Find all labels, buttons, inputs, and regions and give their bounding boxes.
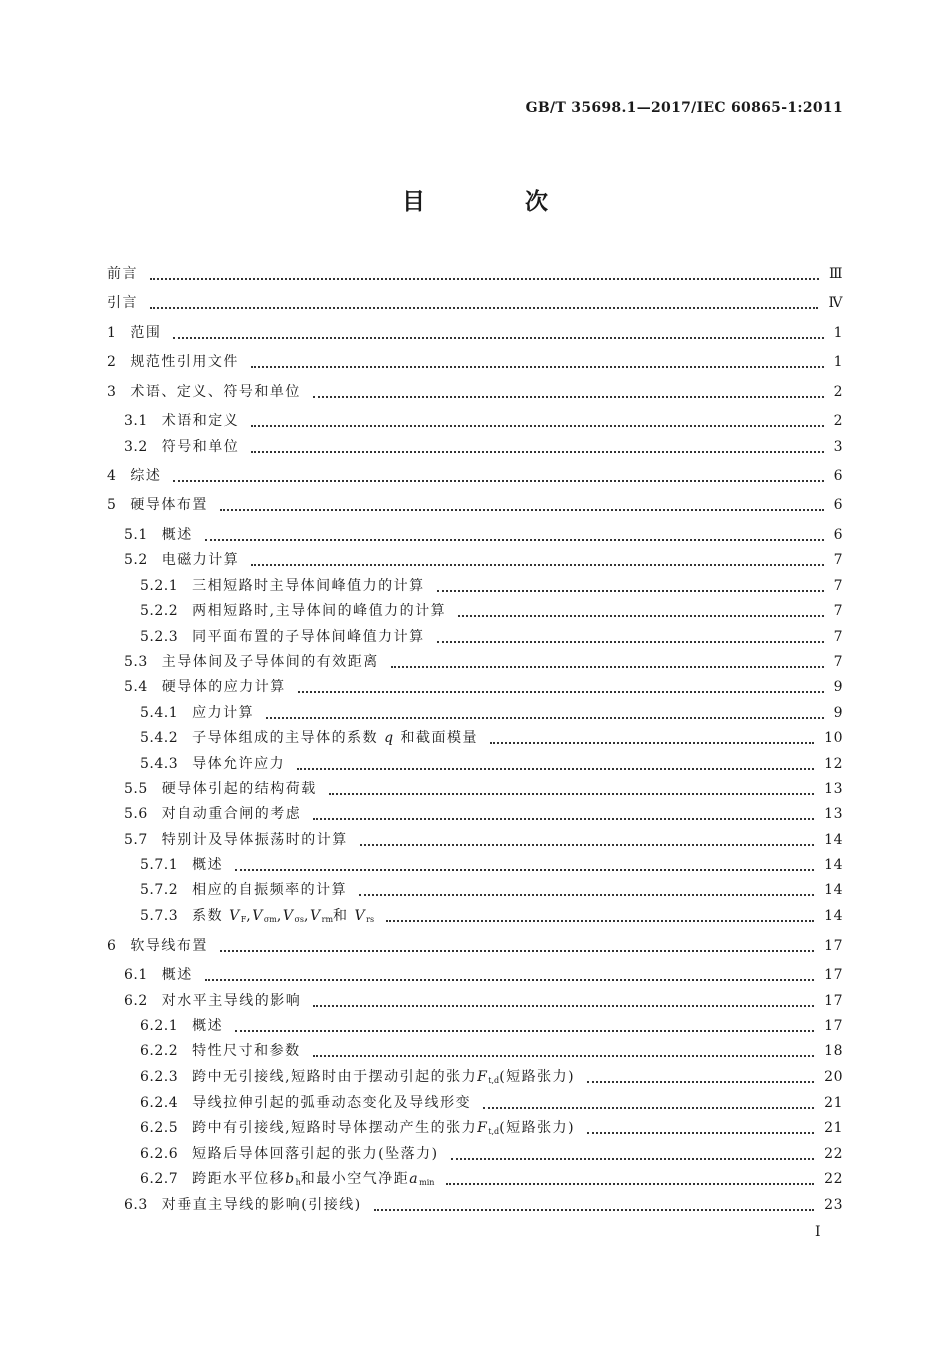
toc-entry-number: 5.3: [124, 654, 148, 670]
toc-entry-label: 电磁力计算: [161, 552, 240, 568]
toc-entry-page: 21: [824, 1095, 843, 1111]
toc-entry-label: 三相短路时主导体间峰值力的计算: [192, 578, 425, 594]
toc-entry-label: 特性尺寸和参数: [192, 1043, 301, 1059]
toc-entry-label: 概述: [161, 967, 193, 983]
toc-entry-number: 5.4.1: [140, 705, 179, 721]
toc-entry-number: 6.3: [124, 1197, 148, 1213]
toc-entry-page: 12: [824, 756, 843, 772]
toc-entry: [0, 524, 950, 546]
toc-entry-label: 概述: [192, 1018, 224, 1034]
toc-entry: [0, 1015, 950, 1037]
toc-entry-number: 5.2: [124, 552, 148, 568]
toc-entry-text: [140, 1092, 471, 1114]
toc-entry-text: [140, 575, 425, 597]
toc-entry-label: 硬导体的应力计算: [161, 679, 286, 695]
toc-leader-dots: [150, 307, 818, 309]
toc-entry-text: [124, 990, 301, 1012]
toc-entry: [0, 322, 950, 344]
toc-entry: [0, 1117, 950, 1139]
toc-leader-dots: [251, 564, 824, 566]
toc-entry-number: 5.7.3: [140, 908, 179, 924]
toc-entry: [0, 753, 950, 775]
toc-leader-dots: [220, 950, 814, 952]
toc-entry-page: 13: [824, 781, 843, 797]
toc-leader-dots: [220, 509, 824, 511]
toc-entry-page: Ⅳ: [828, 295, 843, 311]
toc-entry-page: 6: [833, 468, 843, 484]
toc-leader-dots: [437, 641, 824, 643]
toc-entry-label: 硬导体引起的结构荷载: [161, 781, 317, 797]
toc-entry-label: 符号和单位: [161, 439, 240, 455]
toc-entry-label: 术语和定义: [161, 413, 240, 429]
toc-entry-label: 跨中无引接线,短路时由于摆动引起的张力$F_{t,d}$(短路张力): [192, 1069, 576, 1085]
toc-entry-text: [124, 549, 239, 571]
toc-entry-label: 导体允许应力: [192, 756, 286, 772]
toc-entry-label: 对水平主导线的影响: [161, 993, 302, 1009]
toc-leader-dots: [251, 425, 824, 427]
toc-leader-dots: [150, 278, 819, 280]
toc-entry: [0, 494, 950, 516]
toc-entry: [0, 1040, 950, 1062]
toc-leader-dots: [251, 451, 824, 453]
toc-leader-dots: [451, 1158, 814, 1160]
toc-entry-page: 1: [833, 354, 843, 370]
toc-entry-page: 14: [824, 908, 843, 924]
toc-entry-page: 13: [824, 806, 843, 822]
toc-entry-page: 9: [833, 705, 843, 721]
toc-entry-text: [124, 651, 379, 673]
toc-leader-dots: [458, 615, 824, 617]
toc-entry-text: [140, 905, 374, 927]
toc-entry: [0, 964, 950, 986]
toc-entry: [0, 1168, 950, 1190]
toc-leader-dots: [359, 894, 814, 896]
toc-leader-dots: [360, 844, 814, 846]
toc-entry: [0, 935, 950, 957]
toc-entry-label: 软导线布置: [130, 938, 208, 954]
toc-leader-dots: [490, 742, 814, 744]
toc-entry-page: 10: [824, 730, 843, 746]
toc-entry-label: 跨距水平位移$b_h$和最小空气净距$a_{min}$: [192, 1171, 435, 1187]
toc-leader-dots: [483, 1107, 814, 1109]
toc-entry-label: 跨中有引接线,短路时导体摆动产生的张力$F_{t,d}$(短路张力): [192, 1120, 576, 1136]
toc-entry-text: [124, 410, 239, 432]
toc-entry-text: [107, 322, 161, 344]
toc-entry-label: 前言: [107, 266, 138, 282]
toc-leader-dots: [587, 1081, 814, 1083]
toc-entry-page: Ⅲ: [828, 266, 843, 282]
toc-entry: [0, 803, 950, 825]
toc-entry-text: [140, 1066, 575, 1088]
toc-leader-dots: [313, 396, 824, 398]
toc-entry-text: [140, 1168, 434, 1190]
toc-entry-text: [124, 803, 301, 825]
toc-entry: [0, 778, 950, 800]
toc-entry: [0, 1066, 950, 1088]
toc-entry: [0, 727, 950, 749]
toc-entry: [0, 600, 950, 622]
toc-entry-text: [140, 854, 223, 876]
toc-leader-dots: [313, 1055, 814, 1057]
toc-leader-dots: [391, 666, 824, 668]
toc-entry-page: 7: [833, 654, 843, 670]
toc-entry-text: [140, 1015, 223, 1037]
toc-entry-label: 规范性引用文件: [130, 354, 239, 370]
toc-leader-dots: [329, 793, 814, 795]
toc-entry: [0, 351, 950, 373]
toc-entry-text: [140, 702, 254, 724]
toc-entry: [0, 436, 950, 458]
toc-entry-number: 5.4: [124, 679, 148, 695]
toc-entry-number: 6.2: [124, 993, 148, 1009]
toc-entry: [0, 381, 950, 403]
toc-entry-number: 5.1: [124, 527, 148, 543]
toc-entry: [0, 854, 950, 876]
toc-leader-dots: [587, 1132, 814, 1134]
toc-leader-dots: [297, 768, 814, 770]
toc-leader-dots: [313, 818, 814, 820]
toc-leader-dots: [386, 920, 814, 922]
toc-entry-label: 主导体间及子导体间的有效距离: [161, 654, 379, 670]
toc-entry-page: 1: [833, 325, 843, 341]
toc-entry-page: 17: [824, 993, 843, 1009]
toc-leader-dots: [235, 869, 814, 871]
toc-entry-text: [140, 1040, 301, 1062]
toc-entry-label: 系数 $V_F,V_{\sigma m},V_{\sigma s},V_{rm}$和 $V_{rs}$: [192, 908, 375, 924]
toc-entry-label: 应力计算: [192, 705, 255, 721]
toc-entry-label: 特别计及导体振荡时的计算: [161, 832, 348, 848]
toc-entry-number: 3: [107, 384, 117, 400]
toc-entry-label: 综述: [130, 468, 162, 484]
toc-entry: [0, 465, 950, 487]
toc-entry-page: 22: [824, 1146, 843, 1162]
toc-entry-page: 20: [824, 1069, 843, 1085]
toc-entry-text: [124, 829, 348, 851]
toc-leader-dots: [266, 717, 824, 719]
toc-entry-page: 2: [833, 413, 843, 429]
toc-entry-number: 5.4.3: [140, 756, 179, 772]
toc-entry-page: 7: [833, 629, 843, 645]
toc-entry-label: 对自动重合闸的考虑: [161, 806, 302, 822]
toc-entry-label: 相应的自振频率的计算: [192, 882, 348, 898]
toc-entry-label: 两相短路时,主导体间的峰值力的计算: [192, 603, 447, 619]
toc-entry-number: 1: [107, 325, 117, 341]
toc-entry-number: 6: [107, 938, 117, 954]
toc-entry-text: [140, 753, 285, 775]
toc-entry-page: 6: [833, 497, 843, 513]
toc-entry-number: 6.2.4: [140, 1095, 179, 1111]
toc-leader-dots: [313, 1005, 814, 1007]
toc-entry-number: 6.1: [124, 967, 148, 983]
toc-entry: [0, 549, 950, 571]
toc-entry-number: 5.7.2: [140, 882, 179, 898]
toc-entry-text: [140, 626, 425, 648]
toc-entry-number: 5.2.1: [140, 578, 179, 594]
toc-entry-text: [107, 494, 208, 516]
toc-entry-text: [140, 1143, 439, 1165]
toc-entry-text: [124, 778, 317, 800]
toc-entry-text: [140, 727, 478, 749]
toc-leader-dots: [251, 366, 824, 368]
toc-entry-text: [140, 600, 446, 622]
page-number: I: [815, 1224, 821, 1240]
toc-entry: [0, 575, 950, 597]
toc-entry-label: 范围: [130, 325, 162, 341]
toc-leader-dots: [374, 1209, 814, 1211]
toc-entry-label: 引言: [107, 295, 138, 311]
toc-entry-number: 6.2.2: [140, 1043, 179, 1059]
toc-entry-number: 3.1: [124, 413, 148, 429]
toc-entry-label: 硬导体布置: [130, 497, 208, 513]
toc-entry-label: 术语、定义、符号和单位: [130, 384, 301, 400]
toc-entry-page: 23: [824, 1197, 843, 1213]
toc-entry-number: 3.2: [124, 439, 148, 455]
toc-entry-page: 22: [824, 1171, 843, 1187]
toc-entry-page: 17: [824, 938, 843, 954]
toc-entry-label: 概述: [192, 857, 224, 873]
toc-entry-label: 子导体组成的主导体的系数 q 和截面模量: [192, 730, 478, 746]
toc-entry-text: [107, 381, 301, 403]
toc-leader-dots: [437, 590, 824, 592]
toc-entry-text: [140, 879, 347, 901]
page-title: 目 次: [401, 188, 594, 215]
toc-entry-page: 17: [824, 1018, 843, 1034]
toc-entry-page: 14: [824, 882, 843, 898]
toc-entry-text: [124, 436, 239, 458]
toc-entry-page: 7: [833, 603, 843, 619]
toc-entry-page: 6: [833, 527, 843, 543]
toc-leader-dots: [205, 539, 824, 541]
toc-entry-number: 5.2.3: [140, 629, 179, 645]
toc-entry-text: [124, 1194, 362, 1216]
toc-entry-number: 4: [107, 468, 117, 484]
toc-entry: [0, 1194, 950, 1216]
toc-leader-dots: [446, 1183, 814, 1185]
toc-entry-label: 导线拉伸引起的弧垂动态变化及导线形变: [192, 1095, 472, 1111]
toc-entry-label: 概述: [161, 527, 193, 543]
toc-entry: [0, 829, 950, 851]
toc-entry-label: 同平面布置的子导体间峰值力计算: [192, 629, 425, 645]
toc-entry: [0, 410, 950, 432]
toc-entry-text: [107, 351, 239, 373]
toc-leader-dots: [298, 691, 824, 693]
toc-entry-number: 5.5: [124, 781, 148, 797]
toc-entry-number: 2: [107, 354, 117, 370]
toc-entry-text: [107, 292, 138, 314]
toc-entry-number: 5.2.2: [140, 603, 179, 619]
toc-entry-number: 5: [107, 497, 117, 513]
toc-entry: [0, 626, 950, 648]
toc-entry-page: 2: [833, 384, 843, 400]
toc-entry-page: 17: [824, 967, 843, 983]
toc-entry-page: 18: [824, 1043, 843, 1059]
toc-entry-number: 6.2.5: [140, 1120, 179, 1136]
toc-leader-dots: [173, 480, 824, 482]
toc-entry-text: [124, 964, 193, 986]
toc-entry: [0, 702, 950, 724]
toc-entry: [0, 292, 950, 314]
toc-entry-text: [107, 263, 138, 285]
toc-entry-number: 5.6: [124, 806, 148, 822]
toc-entry-label: 短路后导体回落引起的张力(坠落力): [192, 1146, 439, 1162]
toc-entry: [0, 263, 950, 285]
toc-entry-page: 21: [824, 1120, 843, 1136]
toc-entry-number: 5.7: [124, 832, 148, 848]
toc-entry: [0, 879, 950, 901]
toc-entry-number: 5.7.1: [140, 857, 179, 873]
standard-number: GB/T 35698.1—2017/IEC 60865-1:2011: [525, 100, 843, 116]
toc-entry-page: 9: [833, 679, 843, 695]
toc-entry-number: 5.4.2: [140, 730, 179, 746]
toc-leader-dots: [205, 979, 814, 981]
toc-entry-page: 3: [833, 439, 843, 455]
toc-entry-number: 6.2.1: [140, 1018, 179, 1034]
toc-entry-text: [107, 465, 161, 487]
toc-leader-dots: [235, 1030, 814, 1032]
toc-leader-dots: [173, 337, 824, 339]
toc-entry-number: 6.2.3: [140, 1069, 179, 1085]
toc-entry-text: [124, 676, 286, 698]
toc-entry-text: [124, 524, 193, 546]
toc-entry: [0, 676, 950, 698]
toc-entry-number: 6.2.6: [140, 1146, 179, 1162]
toc-entry: [0, 990, 950, 1012]
toc-entry-page: 7: [833, 552, 843, 568]
toc-entry: [0, 905, 950, 927]
toc-entry-text: [107, 935, 208, 957]
toc-entry-label: 对垂直主导线的影响(引接线): [161, 1197, 362, 1213]
toc-entry: [0, 1143, 950, 1165]
toc-entry-text: [140, 1117, 575, 1139]
toc-entry-page: 7: [833, 578, 843, 594]
toc-entry-page: 14: [824, 857, 843, 873]
toc-entry-number: 6.2.7: [140, 1171, 179, 1187]
toc-entry: [0, 1092, 950, 1114]
toc-entry: [0, 651, 950, 673]
toc-entry-page: 14: [824, 832, 843, 848]
